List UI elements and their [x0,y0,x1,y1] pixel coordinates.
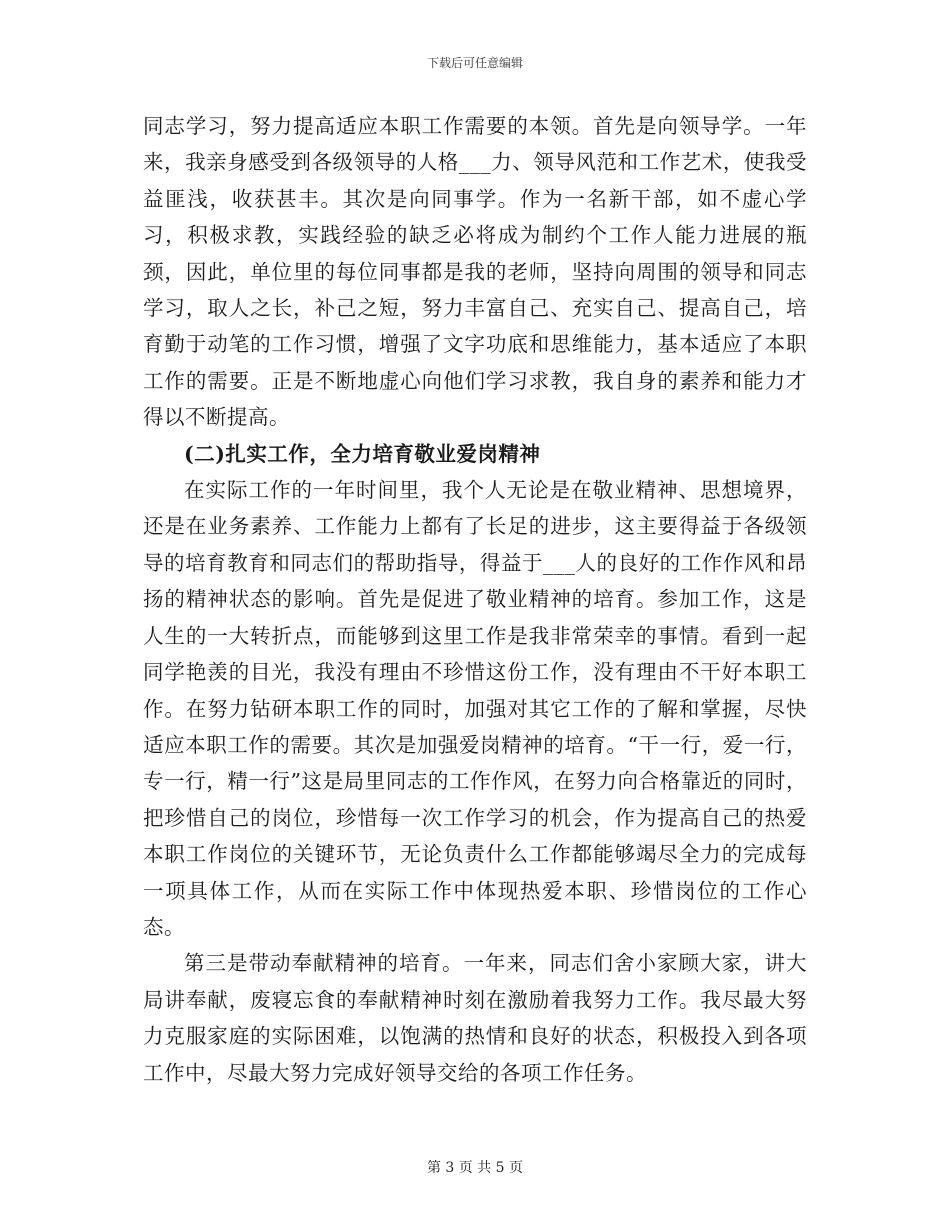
page-number-footer: 第 3 页 共 5 页 [426,1160,524,1176]
document-body [143,108,807,1091]
paragraph-2: 在实际工作的一年时间里，我个人无论是在敬业精神、思想境界，还是在业务素养、工作能力上都有了长足的进步，这主要得益于各级领导的培育教育和同志们的帮助指导，得益于___人的良好的工作作风和昂扬的精神状态的影响。首先是促进了敬业精神的培育。参加工作，这是人生的一大转折点，而能够到这里工作是我非常荣幸的事情。看到一起同学艳羡的目光，我没有理由不珍惜这份工作，没有理由不干好本职工作。在努力钻研本职工作的同时，加强对其它工作的了解和掌握，尽快适应本职工作的需要。其次是加强爱岗精神的培育。“干一行，爱一行，专一行，精一行”这是局里同志的工作作风，在努力向合格靠近的同时，把珍惜自己的岗位，珍惜每一次工作学习的机会，作为提高自己的热爱本职工作岗位的关键环节，无论负责什么工作都能够竭尽全力的完成每一项具体工作，从而在实际工作中体现热爱本职、珍惜岗位的工作心态。 [143,478,807,939]
page-header-note: 下载后可任意编辑 [426,56,523,70]
paragraph-3: 第三是带动奉献精神的培育。一年来，同志们舍小家顾大家，讲大局讲奉献，废寝忘食的奉献精神时刻在激励着我努力工作。我尽最大努力克服家庭的实际困难，以饱满的热情和良好的状态，积极投入到各项工作中，尽最大努力完成好领导交给的各项工作任务。 [143,951,807,1085]
paragraph-1: 同志学习，努力提高适应本职工作需要的本领。首先是向领导学。一年来，我亲身感受到各级领导的人格___力、领导风范和工作艺术，使我受益匪浅，收获甚丰。其次是向同事学。作为一名新干部，如不虚心学习，积极求教，实践经验的缺乏必将成为制约个工作人能力进展的瓶颈，因此，单位里的每位同事都是我的老师，坚持向周围的领导和同志学习，取人之长，补己之短，努力丰富自己、充实自己、提高自己，培育勤于动笔的工作习惯，增强了文字功底和思维能力，基本适应了本职工作的需要。正是不断地虚心向他们学习求教，我自身的素养和能力才得以不断提高。 [143,114,807,430]
section-heading-2: (二)扎实工作，全力培育敬业爱岗精神 [184,441,541,466]
